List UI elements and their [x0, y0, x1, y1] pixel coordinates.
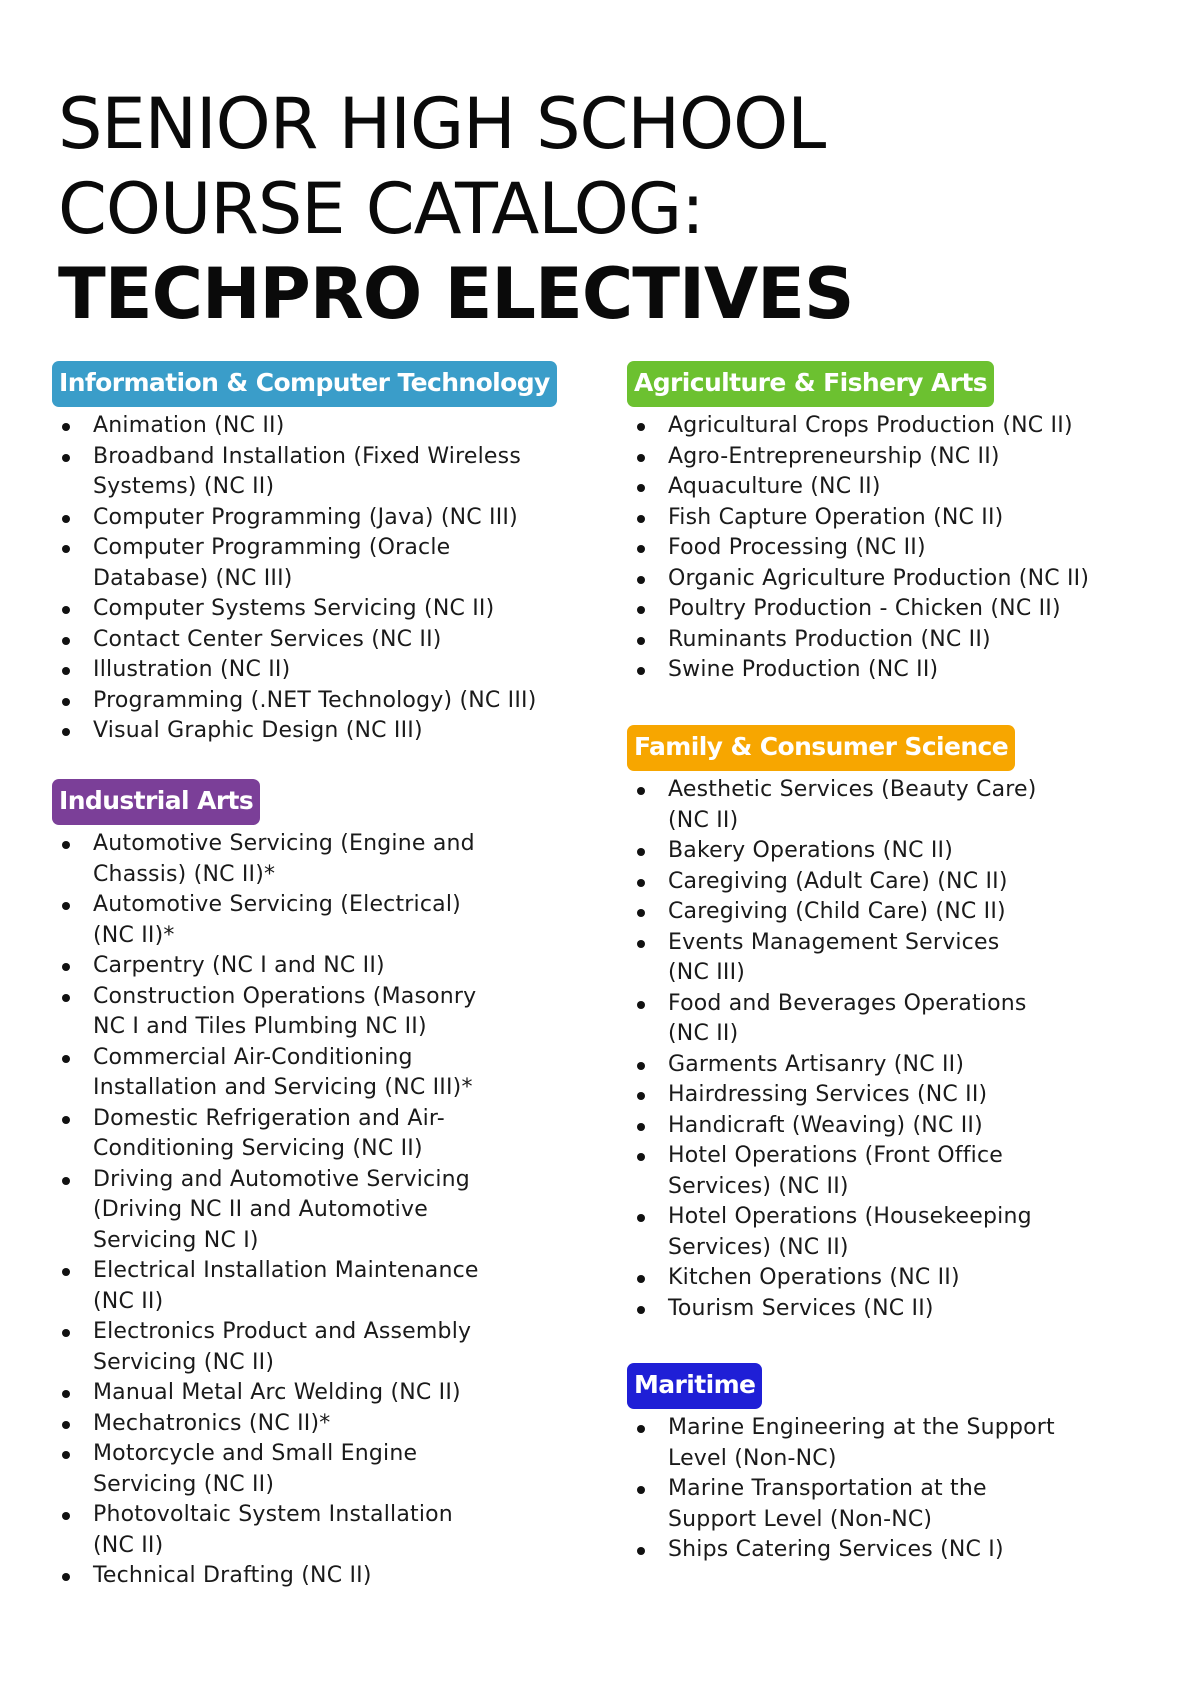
section-label-agriculture: Agriculture & Fishery Arts — [627, 361, 994, 407]
bullet-icon — [637, 667, 645, 675]
course-item-text: Programming (.NET Technology) (NC III) — [93, 687, 537, 713]
bullet-icon — [637, 848, 645, 856]
course-item — [52, 1409, 479, 1440]
course-item — [627, 594, 1089, 625]
course-item-text: Photovoltaic System Installation — [93, 1502, 453, 1527]
course-item-text: Handicraft (Weaving) (NC II) — [668, 1112, 983, 1138]
bullet-icon — [62, 515, 70, 523]
course-item-text: Computer Programming (Java) (NC III) — [93, 504, 518, 530]
bullet-icon — [637, 1001, 645, 1009]
bullet-icon — [62, 1329, 70, 1337]
bullet-icon — [637, 787, 645, 795]
course-item-text: Agricultural Crops Production (NC II) — [668, 413, 1073, 438]
course-item-text: Hotel Operations (Housekeeping — [668, 1204, 1032, 1229]
course-item — [52, 655, 557, 686]
course-item — [52, 686, 557, 717]
course-item-text: Carpentry (NC I and NC II) — [93, 953, 385, 978]
course-item-text: (NC II) — [93, 1288, 164, 1314]
section-family-consumer — [627, 725, 1037, 1324]
course-item-text: Hotel Operations (Front Office — [668, 1143, 1003, 1168]
course-item — [627, 989, 1037, 1050]
course-item — [627, 533, 1089, 564]
course-item-text: Construction Operations (Masonry — [93, 983, 477, 1009]
course-item — [52, 411, 557, 442]
bullet-icon — [637, 1486, 645, 1494]
bullet-icon — [62, 423, 70, 431]
course-item-text: Kitchen Operations (NC II) — [668, 1265, 960, 1290]
course-item-text: Garments Artisanry (NC II) — [668, 1051, 965, 1077]
page-title — [58, 82, 853, 337]
course-item — [627, 1111, 1037, 1142]
course-item-text: Tourism Services (NC II) — [668, 1295, 934, 1321]
bullet-icon — [62, 841, 70, 849]
course-item — [52, 890, 479, 951]
course-item — [52, 442, 557, 503]
course-item — [627, 867, 1037, 898]
bullet-icon — [637, 1153, 645, 1161]
course-item — [52, 1317, 479, 1378]
bullet-icon — [62, 728, 70, 736]
bullet-icon — [62, 637, 70, 645]
course-item-text: Hairdressing Services (NC II) — [668, 1082, 988, 1107]
course-item-text: Events Management Services — [668, 929, 1000, 955]
course-item-text: Swine Production (NC II) — [668, 657, 939, 682]
course-item-text: Database) (NC III) — [93, 565, 293, 591]
bullet-icon — [62, 1421, 70, 1429]
bullet-icon — [637, 1425, 645, 1433]
course-item-text: (NC II) — [668, 807, 739, 833]
bullet-icon — [62, 606, 70, 614]
course-item-text: Fish Capture Operation (NC II) — [668, 504, 1004, 530]
bullet-icon — [637, 1123, 645, 1131]
bullet-icon — [637, 606, 645, 614]
course-item-text: Computer Systems Servicing (NC II) — [93, 596, 495, 621]
bullet-icon — [62, 1116, 70, 1124]
agriculture-course-list — [627, 411, 1089, 686]
course-item — [627, 1141, 1037, 1202]
course-item — [627, 411, 1089, 442]
course-item-text: Electrical Installation Maintenance — [93, 1258, 479, 1283]
course-item — [627, 564, 1089, 595]
bullet-icon — [62, 1512, 70, 1520]
section-industrial-arts — [52, 779, 479, 1592]
course-item-text: Mechatronics (NC II)* — [93, 1410, 331, 1436]
bullet-icon — [62, 1055, 70, 1063]
course-item-text: Installation and Servicing (NC III)* — [93, 1075, 473, 1100]
course-item — [627, 1080, 1037, 1111]
course-item-text: Animation (NC II) — [93, 413, 285, 438]
course-item-text: Caregiving (Child Care) (NC II) — [668, 899, 1006, 924]
course-item-text: Servicing (NC II) — [93, 1349, 275, 1375]
course-item-text: Level (Non-NC) — [668, 1445, 837, 1471]
course-item-text: Automotive Servicing (Engine and — [93, 831, 475, 856]
course-item-text: Support Level (Non-NC) — [668, 1506, 933, 1532]
course-item-text: (NC II)* — [93, 922, 175, 948]
course-item-text: Servicing (NC II) — [93, 1471, 275, 1497]
bullet-icon — [637, 1062, 645, 1070]
title-line-1: SENIOR HIGH SCHOOL — [58, 83, 826, 165]
section-maritime — [627, 1363, 1055, 1566]
course-item-text: Domestic Refrigeration and Air- — [93, 1105, 445, 1131]
section-label-industrial-arts: Industrial Arts — [52, 779, 260, 825]
course-item-text: Computer Programming (Oracle — [93, 535, 451, 560]
bullet-icon — [637, 576, 645, 584]
bullet-icon — [637, 423, 645, 431]
course-item — [52, 1378, 479, 1409]
course-item-text: NC I and Tiles Plumbing NC II) — [93, 1014, 427, 1039]
course-item — [627, 775, 1037, 836]
bullet-icon — [62, 902, 70, 910]
course-item — [627, 625, 1089, 656]
course-item-text: Caregiving (Adult Care) (NC II) — [668, 868, 1008, 894]
bullet-icon — [637, 454, 645, 462]
course-item — [52, 1439, 479, 1500]
bullet-icon — [62, 667, 70, 675]
course-item — [52, 1561, 479, 1592]
bullet-icon — [637, 1275, 645, 1283]
course-item — [52, 533, 557, 594]
course-item-text: Illustration (NC II) — [93, 657, 291, 682]
course-item-text: Food and Beverages Operations — [668, 990, 1027, 1016]
course-item — [627, 1202, 1037, 1263]
course-item — [52, 982, 479, 1043]
bullet-icon — [637, 1306, 645, 1314]
course-item-text: Conditioning Servicing (NC II) — [93, 1136, 423, 1161]
course-item-text: Technical Drafting (NC II) — [93, 1563, 372, 1588]
bullet-icon — [62, 1451, 70, 1459]
bullet-icon — [637, 1547, 645, 1555]
bullet-icon — [62, 963, 70, 971]
course-item-text: Marine Transportation at the — [668, 1476, 987, 1501]
bullet-icon — [637, 879, 645, 887]
course-item-text: Marine Engineering at the Support — [668, 1415, 1055, 1440]
bullet-icon — [62, 994, 70, 1002]
family-consumer-course-list — [627, 775, 1037, 1324]
section-label-family-consumer: Family & Consumer Science — [627, 725, 1015, 771]
course-item — [627, 897, 1037, 928]
course-item — [627, 442, 1089, 473]
bullet-icon — [637, 545, 645, 553]
course-item-text: Chassis) (NC II)* — [93, 861, 276, 887]
bullet-icon — [62, 1268, 70, 1276]
ict-course-list — [52, 411, 557, 747]
bullet-icon — [637, 484, 645, 492]
bullet-icon — [62, 545, 70, 553]
course-item — [52, 1256, 479, 1317]
bullet-icon — [637, 637, 645, 645]
course-item — [627, 1050, 1037, 1081]
course-item-text: Motorcycle and Small Engine — [93, 1441, 418, 1466]
course-item — [627, 1263, 1037, 1294]
course-item — [52, 951, 479, 982]
course-item-text: Aquaculture (NC II) — [668, 474, 881, 499]
course-item-text: Commercial Air-Conditioning — [93, 1044, 413, 1070]
bullet-icon — [62, 1390, 70, 1398]
course-item-text: Organic Agriculture Production (NC II) — [668, 565, 1090, 591]
bullet-icon — [62, 1177, 70, 1185]
bullet-icon — [637, 1214, 645, 1222]
bullet-icon — [637, 515, 645, 523]
title-line-3: TECHPRO ELECTIVES — [58, 253, 854, 335]
section-ict — [52, 361, 557, 747]
course-item — [627, 503, 1089, 534]
section-label-maritime: Maritime — [627, 1363, 762, 1409]
course-item — [52, 1104, 479, 1165]
course-item — [627, 928, 1037, 989]
course-item — [52, 594, 557, 625]
course-item — [627, 655, 1089, 686]
course-item-text: Agro-Entrepreneurship (NC II) — [668, 443, 1000, 469]
course-item-text: Visual Graphic Design (NC III) — [93, 718, 423, 743]
course-item — [52, 1165, 479, 1257]
title-line-2: COURSE CATALOG: — [58, 168, 704, 250]
course-item — [627, 1535, 1055, 1566]
course-item — [52, 503, 557, 534]
course-item-text: Ruminants Production (NC II) — [668, 626, 991, 652]
course-item — [627, 472, 1089, 503]
course-item — [52, 1043, 479, 1104]
course-item-text: (NC III) — [668, 960, 746, 985]
course-item — [627, 1474, 1055, 1535]
course-item — [627, 1413, 1055, 1474]
maritime-course-list — [627, 1413, 1055, 1566]
course-item-text: Contact Center Services (NC II) — [93, 626, 442, 652]
course-item-text: (Driving NC II and Automotive — [93, 1197, 428, 1222]
course-item-text: Services) (NC II) — [668, 1234, 849, 1260]
course-item — [52, 1500, 479, 1561]
course-item-text: Manual Metal Arc Welding (NC II) — [93, 1380, 461, 1405]
course-item — [627, 836, 1037, 867]
course-item — [627, 1294, 1037, 1325]
section-agriculture — [627, 361, 1089, 686]
course-item-text: (NC II) — [668, 1021, 739, 1046]
course-item — [52, 829, 479, 890]
course-item — [52, 716, 557, 747]
course-item-text: Automotive Servicing (Electrical) — [93, 892, 461, 917]
course-item-text: Poultry Production - Chicken (NC II) — [668, 596, 1061, 621]
bullet-icon — [637, 909, 645, 917]
course-item-text: Broadband Installation (Fixed Wireless — [93, 443, 521, 469]
bullet-icon — [62, 698, 70, 706]
course-item-text: Driving and Automotive Servicing — [93, 1166, 470, 1192]
course-item-text: Servicing NC I) — [93, 1227, 259, 1253]
course-item-text: Ships Catering Services (NC I) — [668, 1537, 1004, 1562]
industrial-arts-course-list — [52, 829, 479, 1592]
course-item-text: Systems) (NC II) — [93, 474, 275, 499]
course-item-text: Services) (NC II) — [668, 1173, 849, 1199]
course-item — [52, 625, 557, 656]
course-item-text: (NC II) — [93, 1532, 164, 1558]
section-label-ict: Information & Computer Technology — [52, 361, 557, 407]
bullet-icon — [637, 1092, 645, 1100]
bullet-icon — [62, 454, 70, 462]
course-item-text: Bakery Operations (NC II) — [668, 838, 954, 863]
course-item-text: Aesthetic Services (Beauty Care) — [668, 777, 1037, 802]
bullet-icon — [62, 1573, 70, 1581]
course-item-text: Electronics Product and Assembly — [93, 1319, 472, 1344]
course-item-text: Food Processing (NC II) — [668, 535, 926, 560]
bullet-icon — [637, 940, 645, 948]
